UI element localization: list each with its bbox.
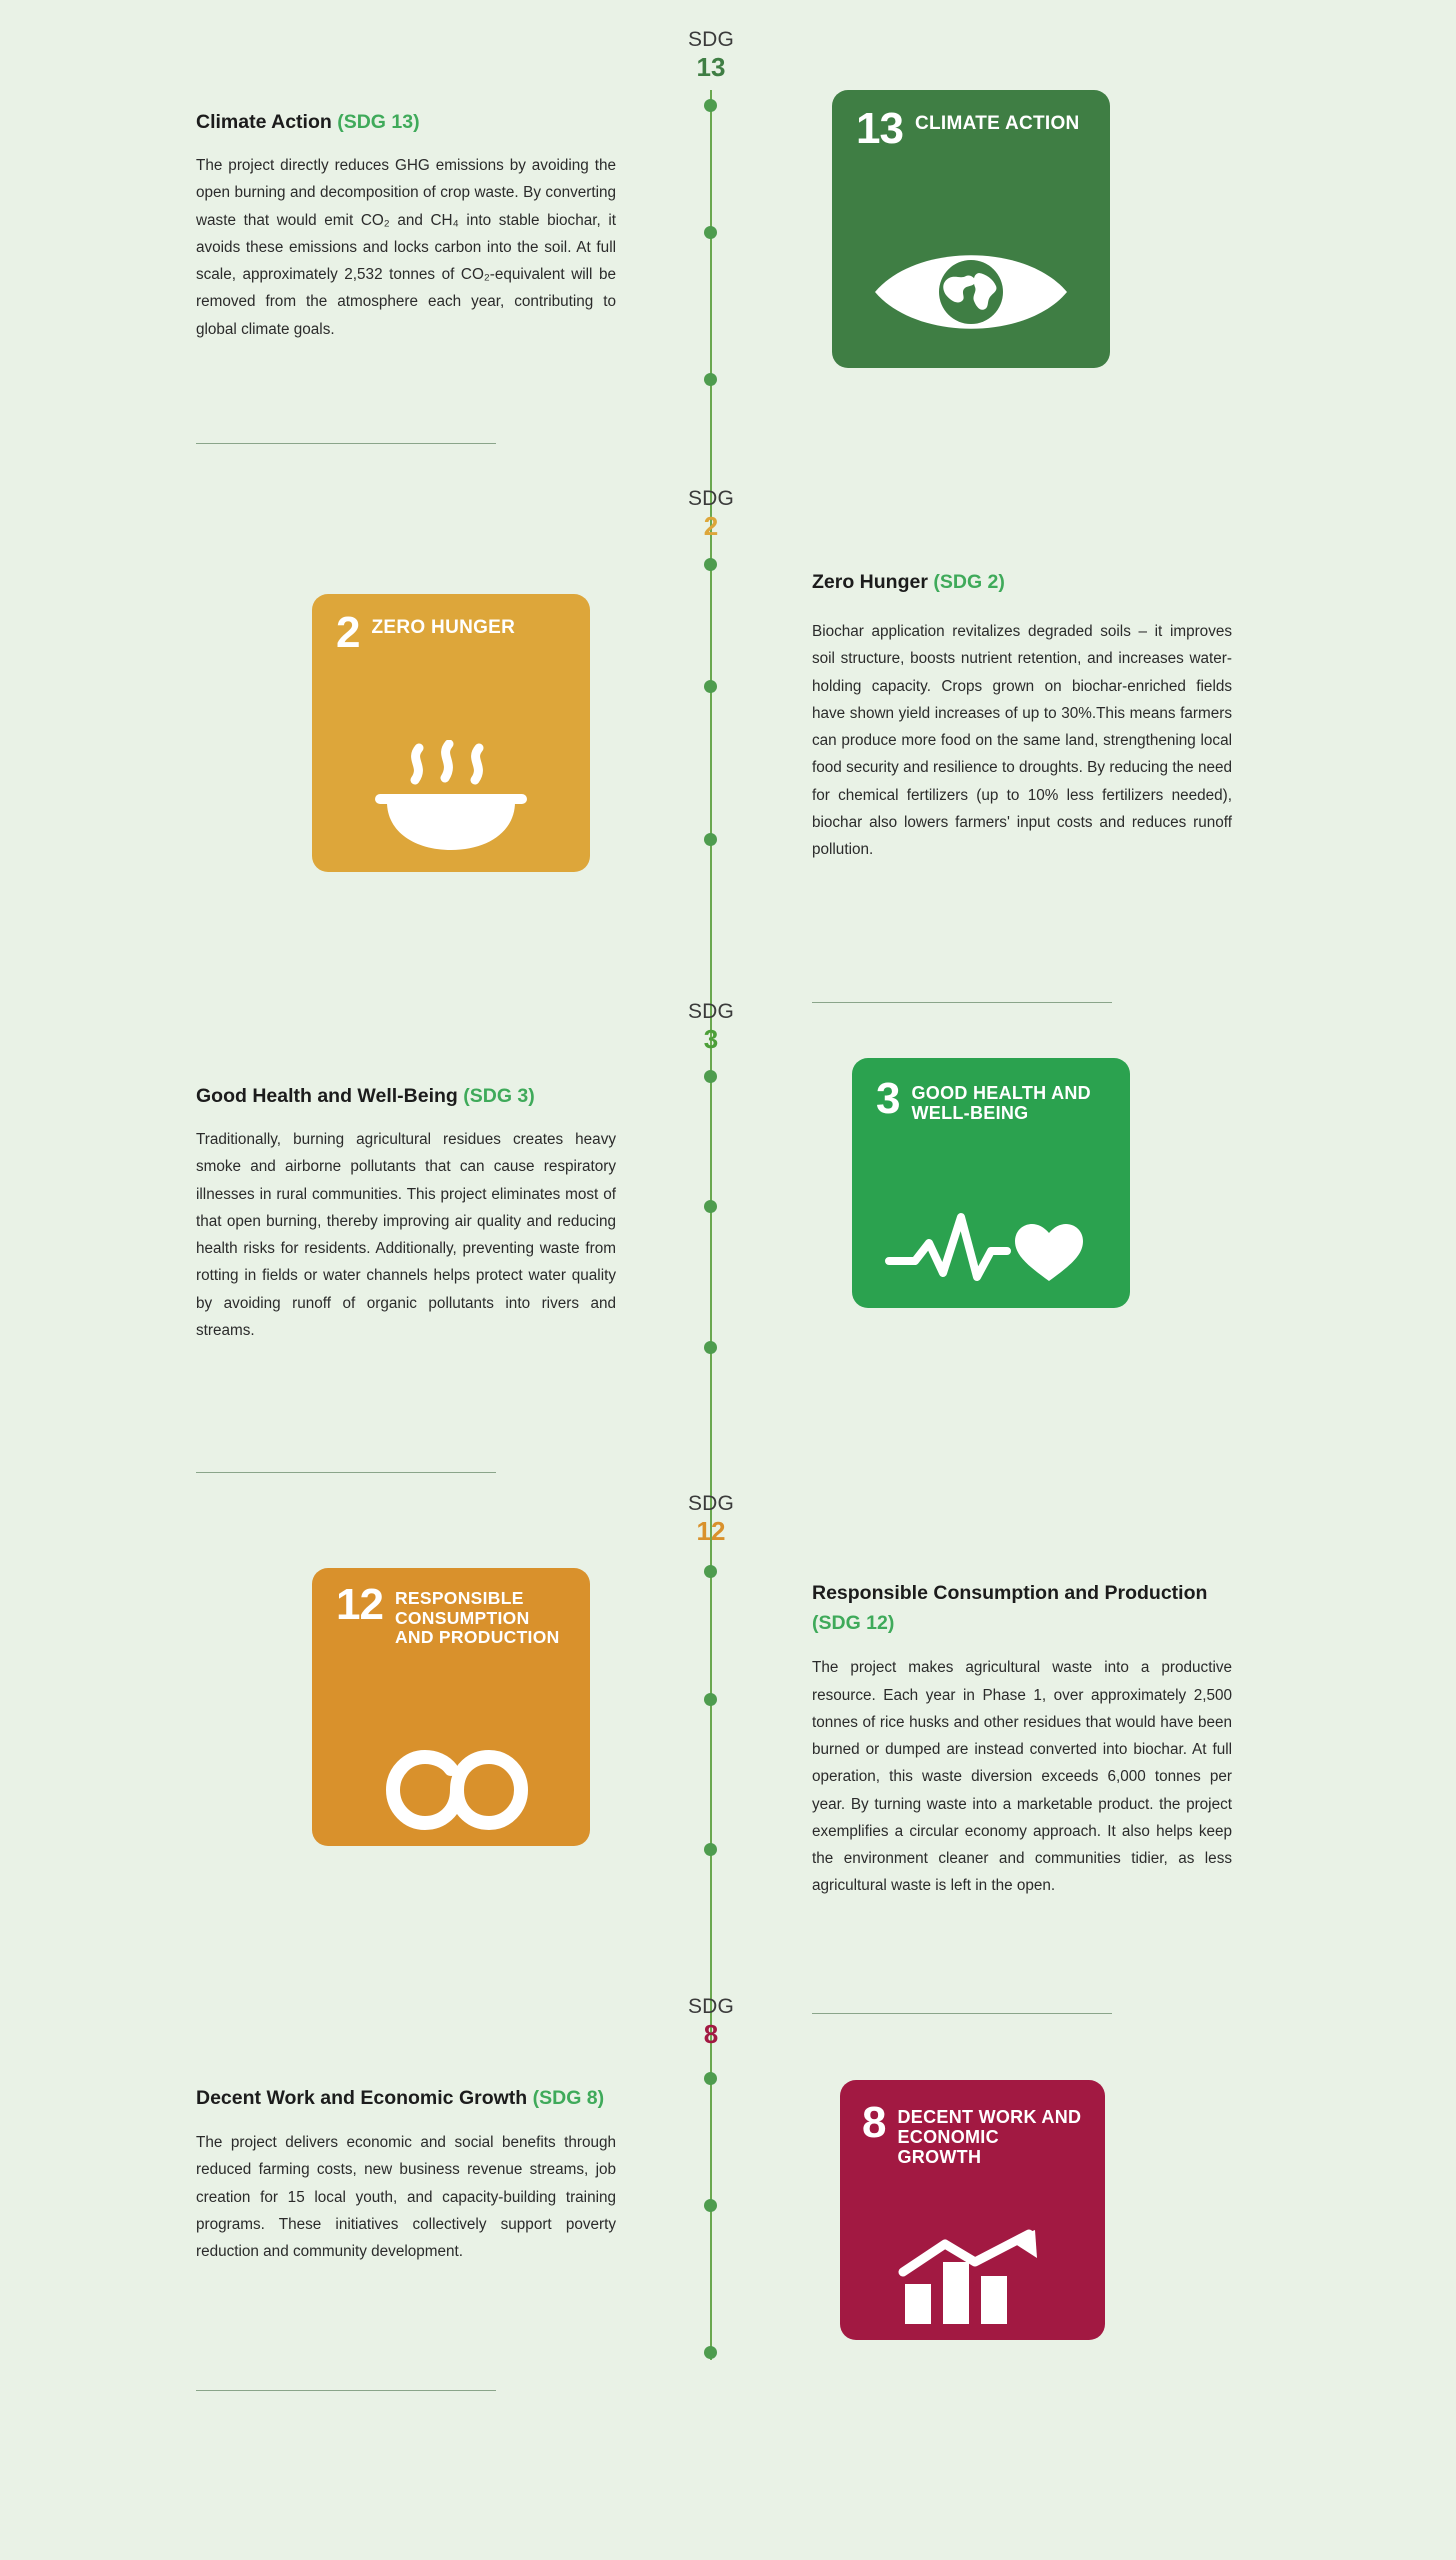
sdg-tile-13 <box>832 90 1110 368</box>
sdg-tile-12 <box>312 1568 590 1846</box>
section-heading-sdg12 <box>812 1578 1232 1638</box>
section-heading-main: Climate Action <box>196 111 332 133</box>
timeline-node <box>704 1070 717 1083</box>
section-heading-main: Responsible Consumption and Production <box>812 1582 1208 1604</box>
sdg-tile-title: RESPONSIBLE CONSUMPTION AND PRODUCTION <box>394 1588 560 1648</box>
timeline-node <box>704 1693 717 1706</box>
sdg-tile-2 <box>312 594 590 872</box>
axis-label-word: SDG <box>687 1995 735 2018</box>
section-body-sdg8: The project delivers economic and social benefits through reduced farming costs, new business revenue streams, job creation for 15 local youth, and capacity-building training programs. These initiatives collectively support poverty reduction and community development. <box>196 2134 616 2261</box>
axis-label-number: 13 <box>696 52 726 83</box>
section-heading-main: Good Health and Well-Being <box>196 1085 458 1107</box>
section-heading-sdg3 <box>196 1082 616 1110</box>
axis-label-word: SDG <box>687 28 735 51</box>
section-heading-sdg2 <box>812 568 1232 596</box>
sdg-tile-header <box>852 1058 1130 1123</box>
sdg-tile-header <box>840 2080 1105 2167</box>
axis-label-sdg2 <box>651 487 771 541</box>
section-divider <box>812 2013 1112 2014</box>
timeline-node <box>704 99 717 112</box>
axis-label-word: SDG <box>687 1492 735 1515</box>
heartbeat-icon <box>852 1188 1130 1308</box>
sdg-tile-title: GOOD HEALTH AND WELL-BEING <box>911 1083 1091 1124</box>
timeline-node <box>704 1565 717 1578</box>
timeline-node <box>704 2199 717 2212</box>
steaming-bowl-icon <box>312 727 590 872</box>
sdg-tile-number: 8 <box>862 2098 886 2147</box>
axis-label-sdg13 <box>651 28 771 82</box>
eye-globe-icon <box>832 215 1110 368</box>
section-heading-tag: (SDG 13) <box>337 111 420 133</box>
axis-label-number: 3 <box>703 1024 719 1055</box>
section-divider <box>812 1002 1112 1003</box>
section-divider <box>196 2390 496 2391</box>
sdg-tile-8 <box>840 2080 1105 2340</box>
axis-label-number: 8 <box>703 2019 719 2050</box>
sdg-tile-number: 13 <box>856 104 903 153</box>
section-heading-main: Zero Hunger <box>812 571 928 593</box>
timeline-node <box>704 2072 717 2085</box>
sdg-tile-header <box>312 1568 590 1648</box>
axis-label-sdg12 <box>651 1492 771 1546</box>
section-text-sdg3 <box>196 1082 616 1344</box>
section-body-sdg12: The project makes agricultural waste into a productive resource. Each year in Phase 1, over approximately 2,500 tonnes of rice husks and other residues that would have been burned or dumped are instead converted into biochar. At full operation, this waste diversion exceeds 6,000 tonnes per year. By turning waste into a marketable product. the project exemplifies a circular economy approach. It also helps keep the environment cleaner and communities tidier, as less agricultural waste is left in the open. <box>812 1659 1232 1895</box>
timeline-node <box>704 558 717 571</box>
timeline-node <box>704 226 717 239</box>
section-text-sdg2 <box>812 568 1232 863</box>
section-body-sdg13: The project directly reduces GHG emissions by avoiding the open burning and decomposition of crop waste. By converting waste that would emit CO₂ and CH₄ into stable biochar, it avoids these emissions and locks carbon into the soil. At full scale, approximately 2,532 tonnes of CO₂-equivalent will be removed from the atmosphere each year, contributing to global climate goals. <box>196 157 616 338</box>
section-divider <box>196 443 496 444</box>
timeline-node <box>704 833 717 846</box>
section-heading-sdg13 <box>196 108 616 136</box>
axis-label-word: SDG <box>687 1000 735 1023</box>
timeline-node <box>704 373 717 386</box>
section-heading-sdg8 <box>196 2083 616 2113</box>
section-divider <box>196 1472 496 1473</box>
section-heading-tag: (SDG 2) <box>933 571 1005 593</box>
section-heading-tag: (SDG 3) <box>463 1085 535 1107</box>
section-heading-tag: (SDG 8) <box>532 2087 605 2109</box>
sdg-tile-title: CLIMATE ACTION <box>914 113 1080 134</box>
timeline-node <box>704 2346 717 2359</box>
timeline-node <box>704 1200 717 1213</box>
infinity-icon <box>312 1735 590 1846</box>
axis-label-number: 2 <box>703 511 719 542</box>
sdg-tile-number: 3 <box>876 1074 900 1123</box>
axis-label-word: SDG <box>687 487 735 510</box>
section-body-sdg3: Traditionally, burning agricultural residues creates heavy smoke and airborne pollutants that can cause respiratory illnesses in rural communities. This project eliminates most of that open burning, thereby improving air quality and reducing health risks for residents. Additionally, preventing waste from rotting in fields or water channels helps protect water quality by avoiding runoff of organic pollutants into rivers and streams. <box>196 1131 616 1339</box>
sdg-tile-number: 2 <box>336 608 360 657</box>
section-heading-tag: (SDG 12) <box>812 1612 895 1635</box>
axis-label-sdg8 <box>651 1995 771 2049</box>
sdg-tile-title: DECENT WORK AND ECONOMIC GROWTH <box>897 2107 1082 2168</box>
sdg-tile-3 <box>852 1058 1130 1308</box>
axis-label-number: 12 <box>696 1516 726 1547</box>
section-body-sdg2: Biochar application revitalizes degraded soils – it improves soil structure, boosts nutrient retention, and increases water-holding capacity. Crops grown on biochar-enriched fields have shown yield increases of up to 30%.This means farmers can produce more food on the same land, strengthening local food security and resilience to droughts. By reducing the need for chemical fertilizers (up to 10% less fertilizers needed), biochar also lowers farmers' input costs and reduces runoff pollution. <box>812 623 1232 859</box>
axis-label-sdg3 <box>651 1000 771 1054</box>
section-heading-main: Decent Work and Economic Growth <box>196 2087 528 2109</box>
timeline-node <box>704 680 717 693</box>
section-text-sdg13 <box>196 108 616 343</box>
sdg-tile-header <box>312 594 590 657</box>
sdg-tile-number: 12 <box>336 1580 383 1629</box>
timeline-node <box>704 1341 717 1354</box>
sdg-tile-header <box>832 90 1110 153</box>
timeline-node <box>704 1843 717 1856</box>
sdg-tile-title: ZERO HUNGER <box>371 617 516 638</box>
bar-chart-arrow-icon <box>840 2215 1105 2340</box>
section-text-sdg12 <box>812 1578 1232 1899</box>
section-text-sdg8 <box>196 2083 616 2265</box>
